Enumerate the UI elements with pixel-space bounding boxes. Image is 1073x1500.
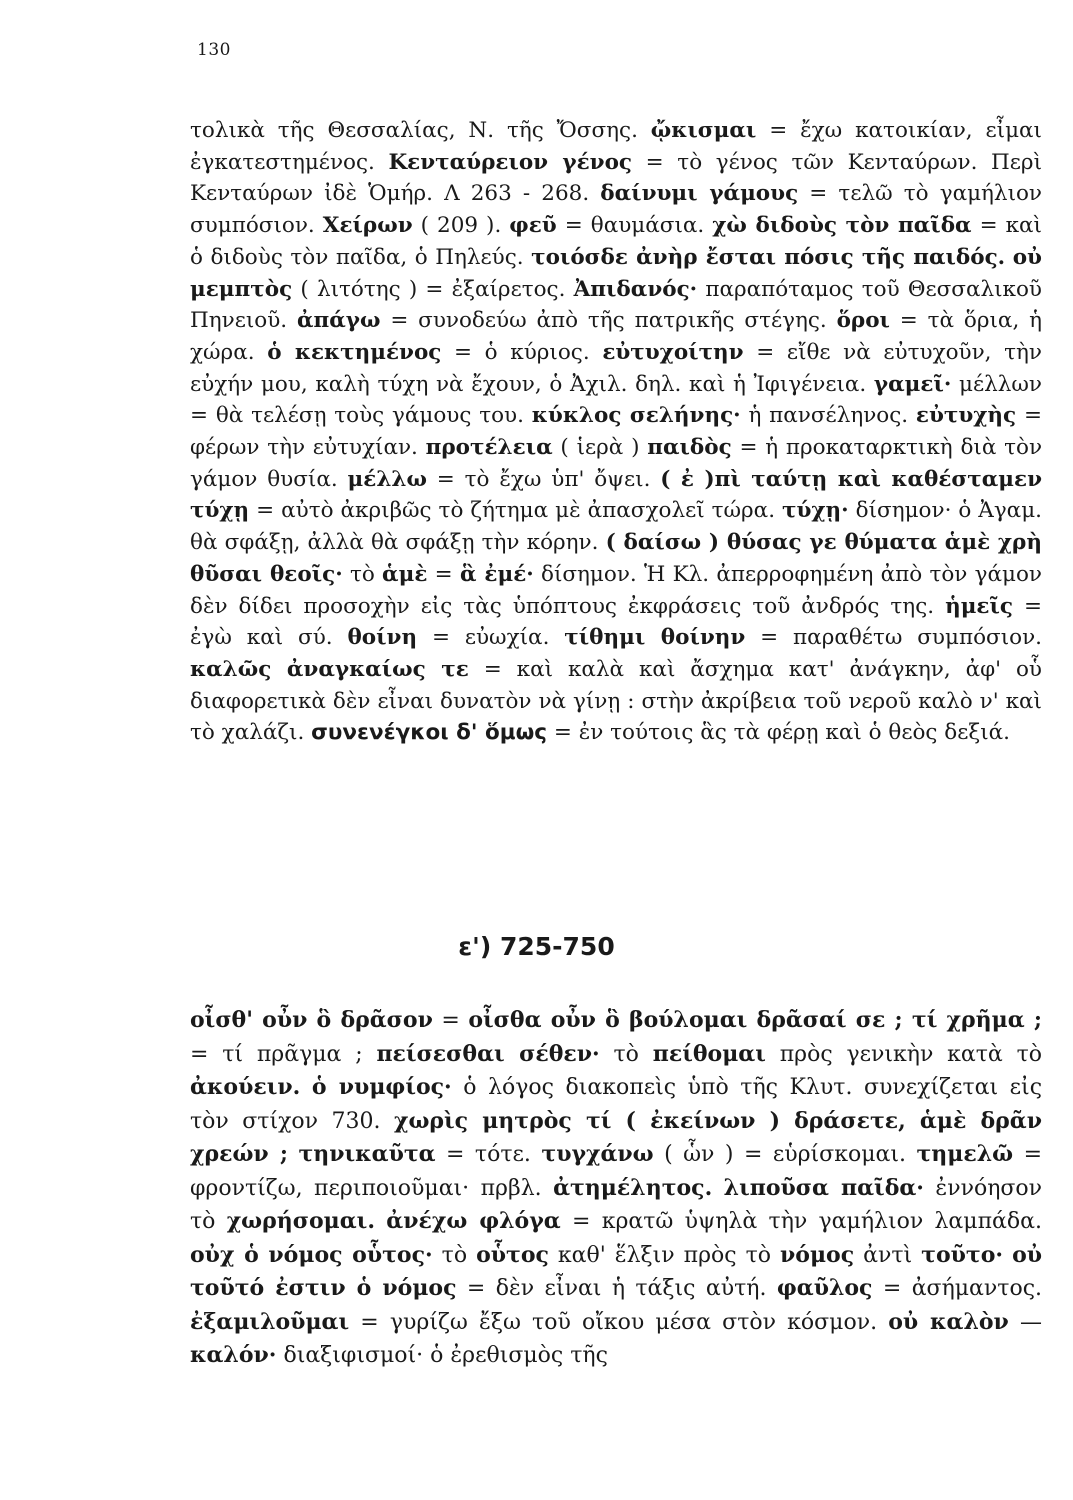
- gloss-text: [1003, 1243, 1012, 1268]
- gloss-text: [1005, 245, 1013, 270]
- lemma-term: συνενέγκοι δ' ὅμως: [311, 720, 548, 746]
- lemma-term: ἡμεῖς: [945, 593, 1013, 619]
- gloss-text: = καὶ καλὰ καὶ ἄσχημα κατ' ἀνάγκην, ἀφ' οὗ διαφορετικὰ δὲν εἶναι δυνατὸν νὰ γίνῃ : στὴν ἀκρίβεια τοῦ νεροῦ καλὸ ν' καὶ τὸ χαλάζι.: [190, 656, 1042, 746]
- gloss-text: τὸ: [342, 561, 383, 587]
- gloss-text: = τότε.: [435, 1142, 542, 1167]
- gloss-text: ἡ πανσέληνος.: [740, 403, 916, 429]
- gloss-text: [288, 1142, 298, 1167]
- gloss-text: =: [427, 561, 460, 587]
- gloss-text: ὁ λόγος διακοπεὶς ὑπὸ τῆς Κλυτ. συνεχίζεται εἰς τὸν στίχον 730.: [190, 1075, 1043, 1134]
- gloss-text: τὸ: [432, 1242, 477, 1268]
- lemma-term: τημελῶ: [916, 1141, 1014, 1167]
- gloss-text: τὸ: [599, 1041, 653, 1067]
- lemma-term: Χείρων: [322, 213, 413, 239]
- gloss-text: ( 209 ).: [412, 213, 510, 239]
- commentary-paragraph-2: [190, 1004, 1042, 1373]
- gloss-text: = εὐωχία.: [417, 625, 565, 651]
- lemma-term: χωρήσομαι.: [226, 1208, 375, 1234]
- lemma-term: μέλλω: [347, 466, 427, 492]
- lemma-term: τυγχάνω: [541, 1141, 654, 1167]
- commentary-block-2: [190, 1004, 1042, 1373]
- lemma-term: οὗτος: [476, 1241, 549, 1268]
- gloss-text: [712, 1176, 723, 1201]
- gloss-text: = δὲν εἶναι ἡ τάξις αὐτή.: [456, 1276, 777, 1301]
- lemma-term: εὐτυχοίτην: [602, 339, 744, 365]
- lemma-term: οὐ μεμπτὸς: [190, 244, 1042, 302]
- lemma-term: ἁμὲ: [382, 561, 428, 587]
- lemma-term: οὐχ ὁ νόμος οὗτος·: [190, 1241, 433, 1268]
- gloss-text: = τὸ γένος τῶν Κενταύρων. Περὶ Κενταύρων ἰδὲ Ὁμήρ. Λ 263 - 268.: [190, 149, 1043, 207]
- gloss-text: = αὐτὸ ἀκριβῶς τὸ ζήτημα μὲ ἀπασχολεῖ τώρα.: [249, 498, 783, 524]
- gloss-text: = ἀσήμαντος.: [872, 1276, 1043, 1301]
- lemma-term: ἀκούειν.: [190, 1074, 301, 1100]
- lemma-term: προτέλεια: [425, 435, 553, 461]
- gloss-text: διαξιφισμοί· ὁ ἐρεθισμὸς τῆς: [276, 1343, 608, 1368]
- lemma-term: ἀνέχω φλόγα: [386, 1208, 561, 1234]
- lemma-term: ᾤκισμαι: [650, 118, 757, 143]
- gloss-text: = τί πρᾶγμα ;: [190, 1041, 377, 1067]
- lemma-term: θοίνη: [347, 625, 418, 651]
- gloss-text: = συνοδεύω ἀπὸ τῆς πατρικῆς στέγης.: [380, 308, 837, 334]
- gloss-text: δίσημον· ὁ Ἀγαμ. θὰ σφάξῃ, ἀλλὰ θὰ σφάξῃ τὴν κόρην.: [190, 498, 1042, 556]
- lemma-term: χωρὶς μητρὸς τί ( ἐκείνων ) δράσετε, ἁμὲ δρᾶν χρεών ;: [190, 1107, 1042, 1167]
- gloss-text: ( ὧν ) = εὑρίσκομαι.: [653, 1142, 917, 1167]
- gloss-text: ἐννόησον τὸ: [190, 1175, 1043, 1234]
- lemma-term: τοιόσδε ἀνὴρ ἔσται πόσις τῆς παιδός.: [531, 244, 1006, 270]
- lemma-term: φαῦλος: [776, 1275, 873, 1301]
- page-number: 130: [197, 40, 231, 60]
- gloss-text: = ὁ κύριος.: [441, 339, 603, 365]
- lemma-term: οἶσθα οὖν ὃ βούλομαι δρᾶσαί σε ; τί χρῆμα ;: [468, 1007, 1042, 1033]
- gloss-text: = παραθέτω συμπόσιον.: [745, 625, 1042, 651]
- gloss-text: ἀντὶ: [854, 1242, 922, 1268]
- gloss-text: = τὸ ἔχω ὑπ' ὄψει.: [426, 466, 661, 492]
- lemma-term: φεῦ: [509, 213, 557, 239]
- lemma-term: ἀτημέλητος.: [553, 1174, 713, 1201]
- lemma-term: καλόν·: [190, 1342, 277, 1368]
- lemma-term: γαμεῖ·: [873, 371, 952, 397]
- gloss-text: = καὶ ὁ διδοὺς τὸν παῖδα, ὁ Πηλεύς.: [190, 213, 1042, 270]
- gloss-text: ( ἱερὰ ): [552, 435, 648, 461]
- lemma-term: καλῶς ἀναγκαίως τε: [190, 656, 469, 682]
- lemma-term: πείθομαι: [652, 1040, 766, 1067]
- gloss-text: [375, 1209, 386, 1234]
- lemma-term: οὐ τοῦτό ἐστιν ὁ νόμος: [190, 1241, 1043, 1301]
- gloss-text: = ἐγὼ καὶ σύ.: [190, 593, 1042, 651]
- lemma-term: ἃ ἐμέ·: [459, 561, 534, 587]
- gloss-text: πρὸς γενικὴν κατὰ τὸ: [765, 1041, 1042, 1067]
- gloss-text: καθ' ἕλξιν πρὸς τὸ: [548, 1242, 781, 1268]
- gloss-text: ( λιτότης ) = ἐξαίρετος.: [292, 276, 574, 302]
- lemma-term: ( δαίσω ) θύσας γε θύματα ἁμὲ χρὴ θῦσαι θεοῖς·: [190, 530, 1042, 587]
- gloss-text: = τὰ ὅρια, ἡ χώρα.: [190, 308, 1043, 365]
- lemma-term: δαίνυμι γάμους: [600, 181, 799, 207]
- lemma-term: ἐξαμιλοῦμαι: [190, 1308, 350, 1335]
- gloss-text: —: [1008, 1309, 1042, 1335]
- lemma-term: τηνικαῦτα: [298, 1141, 436, 1167]
- gloss-text: δίσημον. Ἡ Κλ. ἀπερροφημένη ἀπὸ τὸν γάμον δὲν δίδει προσοχὴν εἰς τὰς ὑπόπτους ἐκφράσεις τοῦ ἀνδρός της.: [190, 561, 1042, 619]
- gloss-text: = τελῶ τὸ γαμήλιον συμπόσιον.: [190, 181, 1043, 239]
- gloss-text: = εἴθε νὰ εὐτυχοῦν, τὴν εὐχήν μου, καλὴ τύχη νὰ ἔχουν, ὁ Ἀχιλ. δηλ. καὶ ἡ Ἰφιγένεια.: [190, 339, 1043, 397]
- gloss-text: τολικὰ τῆς Θεσσαλίας, Ν. τῆς Ὄσσης.: [190, 118, 651, 143]
- lemma-term: κύκλος σελήνης·: [531, 403, 741, 429]
- section-heading: ε') 725-750: [458, 932, 615, 961]
- gloss-text: = φέρων τὴν εὐτυχίαν.: [190, 403, 1042, 461]
- gloss-text: παραπόταμος τοῦ Θεσσαλικοῦ Πηνειοῦ.: [190, 276, 1043, 334]
- lemma-term: τοῦτο·: [921, 1241, 1004, 1268]
- lemma-term: τύχῃ·: [782, 498, 849, 524]
- lemma-term: χὼ διδοὺς τὸν παῖδα: [712, 213, 972, 239]
- lemma-term: τίθημι θοίνην: [564, 625, 746, 651]
- lemma-term: οἶσθ' οὖν ὃ δρᾶσον: [190, 1007, 433, 1033]
- lemma-term: νόμος: [780, 1241, 855, 1268]
- gloss-text: [300, 1075, 312, 1100]
- gloss-text: = ἐν τούτοις ἃς τὰ φέρῃ καὶ ὁ θεὸς δεξιά.: [547, 720, 1011, 746]
- commentary-paragraph-1: [190, 115, 1042, 749]
- lemma-term: Κενταύρειον γένος: [388, 149, 633, 175]
- lemma-term: λιποῦσα παῖδα·: [723, 1174, 924, 1201]
- gloss-text: = κρατῶ ὑψηλὰ τὴν γαμήλιον λαμπάδα.: [560, 1209, 1042, 1234]
- lemma-term: ( ἐ )πὶ ταύτῃ καὶ καθέσταμεν τύχῃ: [190, 466, 1042, 524]
- lemma-term: ἀπάγω: [296, 308, 381, 334]
- gloss-text: = ἔχω κατοικίαν, εἶμαι ἐγκατεστημένος.: [190, 118, 1042, 175]
- gloss-text: = ἡ προκαταρκτικὴ διὰ τὸν γάμον θυσία.: [190, 435, 1043, 492]
- gloss-text: = θαυμάσια.: [556, 213, 713, 239]
- lemma-term: παιδὸς: [647, 435, 732, 461]
- gloss-text: μέλλων = θὰ τελέσῃ τοὺς γάμους του.: [190, 371, 1042, 429]
- lemma-term: οὐ καλὸν: [888, 1308, 1009, 1335]
- commentary-block-1: [190, 115, 1042, 749]
- lemma-term: ὁ νυμφίος·: [311, 1074, 452, 1100]
- gloss-text: =: [432, 1008, 469, 1033]
- lemma-term: πείσεσθαι σέθεν·: [376, 1040, 600, 1067]
- gloss-text: = γυρίζω ἔξω τοῦ οἴκου μέσα στὸν κόσμον.: [349, 1309, 889, 1335]
- gloss-text: = φροντίζω, περιποιοῦμαι· πρβλ.: [190, 1142, 1043, 1201]
- lemma-term: ὁ κεκτημένος: [267, 339, 442, 365]
- lemma-term: ὅροι: [836, 308, 890, 334]
- lemma-term: Ἀπιδανός·: [573, 276, 698, 302]
- lemma-term: εὐτυχὴς: [915, 403, 1017, 429]
